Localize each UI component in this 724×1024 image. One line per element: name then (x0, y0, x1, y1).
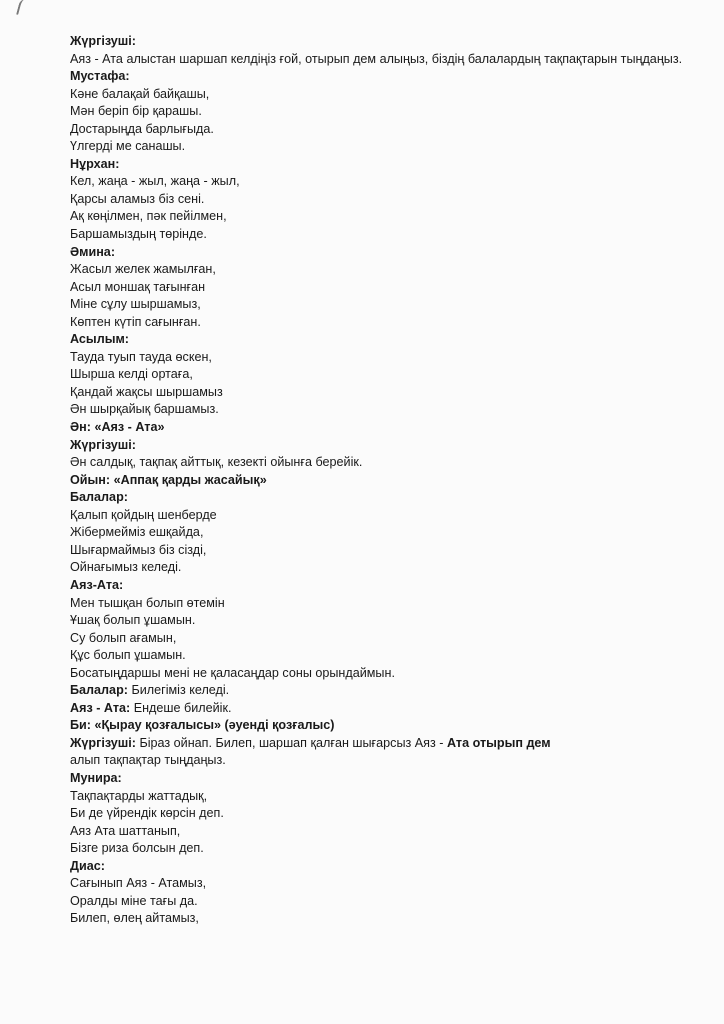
text-line: Су болып ағамын, (70, 630, 177, 645)
text-line: Аяз - Ата алыстан шаршап келдіңіз ғой, отырып дем алыңыз, біздің балалардың тақпақтарын тыңдаңыз. (70, 51, 683, 66)
dialogue-line (70, 700, 690, 718)
text-line: Би де үйрендік көрсін деп. (70, 806, 224, 821)
text-line: Қарсы аламыз біз сені. (70, 191, 205, 206)
speaker-heading: Ойын: «Аппақ қарды жасайық» (70, 472, 267, 487)
dialogue-text: Ендеше билейік. (130, 700, 232, 715)
text-line: Ән салдық, тақпақ айттық, кезекті ойынға берейік. (70, 455, 363, 470)
speaker-heading: Мустафа: (70, 69, 130, 84)
speaker-heading: Асылым: (70, 332, 129, 347)
text-line: Мен тышқан болып өтемін (70, 595, 225, 610)
speaker-heading: Диас: (70, 858, 105, 873)
speaker-heading: Жүргізуші: (70, 437, 136, 452)
text-line: Ұшақ болып ұшамын. (70, 613, 196, 628)
speaker-heading: Аяз-Ата: (70, 577, 124, 592)
dialogue-text: Билегіміз келеді. (127, 683, 230, 698)
text-line: Мән беріп бір қарашы. (70, 104, 202, 119)
text-line: Құс болып ұшамын. (70, 648, 186, 663)
text-line: Билеп, өлең айтамыз, (70, 911, 199, 926)
scan-edge-mark (16, 0, 30, 17)
speaker-heading: Нұрхан: (70, 156, 120, 171)
text-line: Үлгерді ме санашы. (70, 139, 186, 154)
text-line: Жасыл желек жамылған, (70, 262, 216, 277)
speaker-label: Жүргізуші: (70, 735, 136, 750)
speaker-label: Аяз - Ата: (70, 700, 131, 715)
text-line: Баршамыздың төрінде. (70, 227, 207, 242)
text-line: Оралды міне тағы да. (70, 893, 198, 908)
text-line: Жібермейміз ешқайда, (70, 525, 204, 540)
text-line: Асыл моншақ тағынған (70, 279, 206, 294)
speaker-heading: Би: «Қырау қозғалысы» (әуенді қозғалыс) (70, 718, 335, 733)
speaker-heading: Әмина: (70, 244, 116, 259)
speaker-heading: Балалар: (70, 490, 128, 505)
text-line: Достарыңда барлығыда. (70, 121, 214, 136)
text-line: Қалып қойдың шенберде (70, 507, 217, 522)
text-line: Шығармаймыз біз сізді, (70, 542, 207, 557)
text-line: Қандай жақсы шыршамыз (70, 384, 223, 399)
dialogue-text: Біраз ойнап. Билеп, шаршап қалған шығарсыз Аяз - (135, 735, 447, 750)
text-line: Міне сұлу шыршамыз, (70, 297, 201, 312)
text-line: Ақ көңілмен, пәк пейілмен, (70, 209, 227, 224)
text-line: Шырша келді ортаға, (70, 367, 193, 382)
text-line: Тақпақтарды жаттадық, (70, 788, 208, 803)
dialogue-line (70, 682, 690, 700)
text-line: Кәне балақай байқашы, (70, 86, 210, 101)
dialogue-line (70, 735, 690, 753)
text-line: Сағынып Аяз - Атамыз, (70, 876, 207, 891)
speaker-heading: Мунира: (70, 770, 122, 785)
text-line: Көптен күтіп сағынған. (70, 314, 201, 329)
speaker-heading: Ән: «Аяз - Ата» (70, 420, 165, 435)
text-line: Босатыңдаршы мені не қаласаңдар соны орындаймын. (70, 665, 395, 680)
text-line: Ән шырқайық баршамыз. (70, 402, 219, 417)
text-line: Аяз Ата шаттанып, (70, 823, 181, 838)
text-line: Бізге риза болсын деп. (70, 841, 204, 856)
text-line: Тауда туып тауда өскен, (70, 349, 212, 364)
text-line: Кел, жаңа - жыл, жаңа - жыл, (70, 174, 240, 189)
text-line: Ойнағымыз келеді. (70, 560, 182, 575)
dialogue-bold-tail: Ата отырып дем (446, 735, 551, 750)
speaker-label: Балалар: (70, 683, 128, 698)
speaker-heading: Жүргізуші: (70, 34, 136, 48)
document-body (70, 33, 690, 928)
text-line: алып тақпақтар тыңдаңыз. (70, 753, 226, 768)
